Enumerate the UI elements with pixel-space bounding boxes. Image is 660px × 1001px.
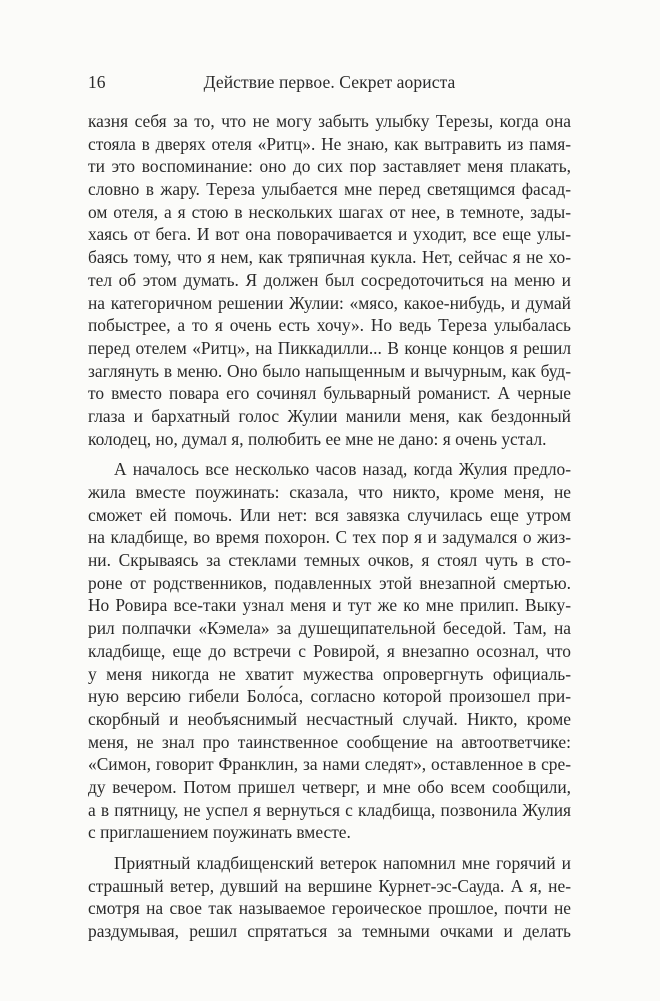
text-line: тел об этом думать. Я должен был сосредоточиться на меню и bbox=[88, 269, 571, 290]
text-line: ду вечером. Потом пришел четверг, и мне обо всем сообщили, bbox=[88, 776, 571, 797]
paragraph-3 bbox=[88, 852, 571, 943]
text-line: А началось все несколько часов назад, когда Жулия предло- bbox=[114, 459, 571, 480]
text-line: у меня никогда не хватит мужества опровергнуть официаль- bbox=[88, 663, 571, 684]
text-line: побыстрее, а то я очень есть хочу». Но ведь Тереза улыбалась bbox=[88, 315, 571, 336]
text-line: меня, не знал про таинственное сообщение на автоответчике: bbox=[88, 731, 571, 752]
paragraph-2 bbox=[88, 458, 571, 844]
text-line: перед отелем «Ритц», на Пиккадилли... В конце концов я решил bbox=[88, 337, 571, 358]
text-line: ти это воспоминание: оно до сих пор заставляет меня плакать, bbox=[88, 156, 571, 177]
text-line: «Симон, говорит Франклин, за нами следят», оставленное в сре- bbox=[88, 754, 571, 775]
text-line: заглянуть в меню. Оно было напыщенным и вычурным, как буд- bbox=[88, 360, 571, 381]
text-line: раздумывая, решил спрятаться за темными очками и делать bbox=[88, 921, 571, 942]
text-line: а в пятницу, не успел я вернуться с кладбища, позвонила Жулия bbox=[88, 799, 571, 820]
text-line: казня себя за то, что не могу забыть улыбку Терезы, когда она bbox=[88, 111, 571, 131]
text-line: рил полпачки «Кэмела» за душещипательной беседой. Там, на bbox=[88, 618, 571, 639]
paragraph-gap bbox=[88, 450, 571, 458]
body-text bbox=[88, 110, 571, 943]
text-line: хаясь от бега. И вот она поворачивается и уходит, все еще улы- bbox=[88, 224, 571, 245]
text-line: ом отеля, а я стою в нескольких шагах от нее, в темноте, зады- bbox=[88, 201, 571, 222]
text-line: глаза и бархатный голос Жулии манили меня, как бездонный bbox=[88, 405, 571, 426]
text-line: словно в жару. Тереза улыбается мне перед светящимся фасад- bbox=[88, 179, 571, 200]
text-line: жила вместе поужинать: сказала, что никто, кроме меня, не bbox=[88, 482, 571, 502]
text-line: кладбище, еще до встречи с Ровирой, я внезапно осознал, что bbox=[88, 640, 571, 661]
text-line: смотря на свое так называемое героическое прошлое, почти не bbox=[88, 898, 571, 919]
chapter-title: Действие первое. Секрет аориста bbox=[203, 72, 456, 92]
text-line: скорбный и необъяснимый несчастный случай. Никто, кроме bbox=[88, 708, 571, 729]
text-line: с приглашением поужинать вместе. bbox=[88, 822, 351, 843]
paragraph-gap bbox=[88, 844, 571, 852]
text-line: ни. Скрываясь за стеклами темных очков, я стоял чуть в сто- bbox=[88, 550, 571, 571]
text-line: то вместо повара его сочинял бульварный романист. А черные bbox=[88, 383, 571, 404]
text-line: на кладбище, во время похорон. С тех пор я и задумался о жиз- bbox=[88, 527, 571, 548]
text-line: колодец, но, думал я, полюбить ее мне не дано: я очень устал. bbox=[88, 428, 547, 449]
text-line: Приятный кладбищенский ветерок напомнил мне горячий и bbox=[114, 853, 571, 873]
text-line: роне от родственников, подавленных этой внезапной смертью. bbox=[88, 572, 571, 593]
page-number: 16 bbox=[88, 72, 106, 92]
text-line: на категоричном решении Жулии: «мясо, какое-нибудь, и думай bbox=[88, 292, 571, 313]
running-head bbox=[88, 70, 571, 94]
paragraph-1 bbox=[88, 110, 571, 450]
text-line: Но Ровира все-таки узнал меня и тут же ко мне прилип. Выку- bbox=[88, 595, 571, 616]
text-line: сможет ей помочь. Или нет: вся завязка случилась еще утром bbox=[88, 504, 571, 525]
text-line: страшный ветер, дувший на вершине Курнет-эс-Сауда. А я, не- bbox=[88, 875, 571, 896]
text-line: баясь тому, что я нем, как тряпичная кукла. Нет, сейчас я не хо- bbox=[88, 247, 571, 268]
text-line: ную версию гибели Боло́са, согласно которой произошел при- bbox=[88, 686, 571, 707]
text-line: стояла в дверях отеля «Ритц». Не знаю, как вытравить из памя- bbox=[88, 133, 571, 154]
